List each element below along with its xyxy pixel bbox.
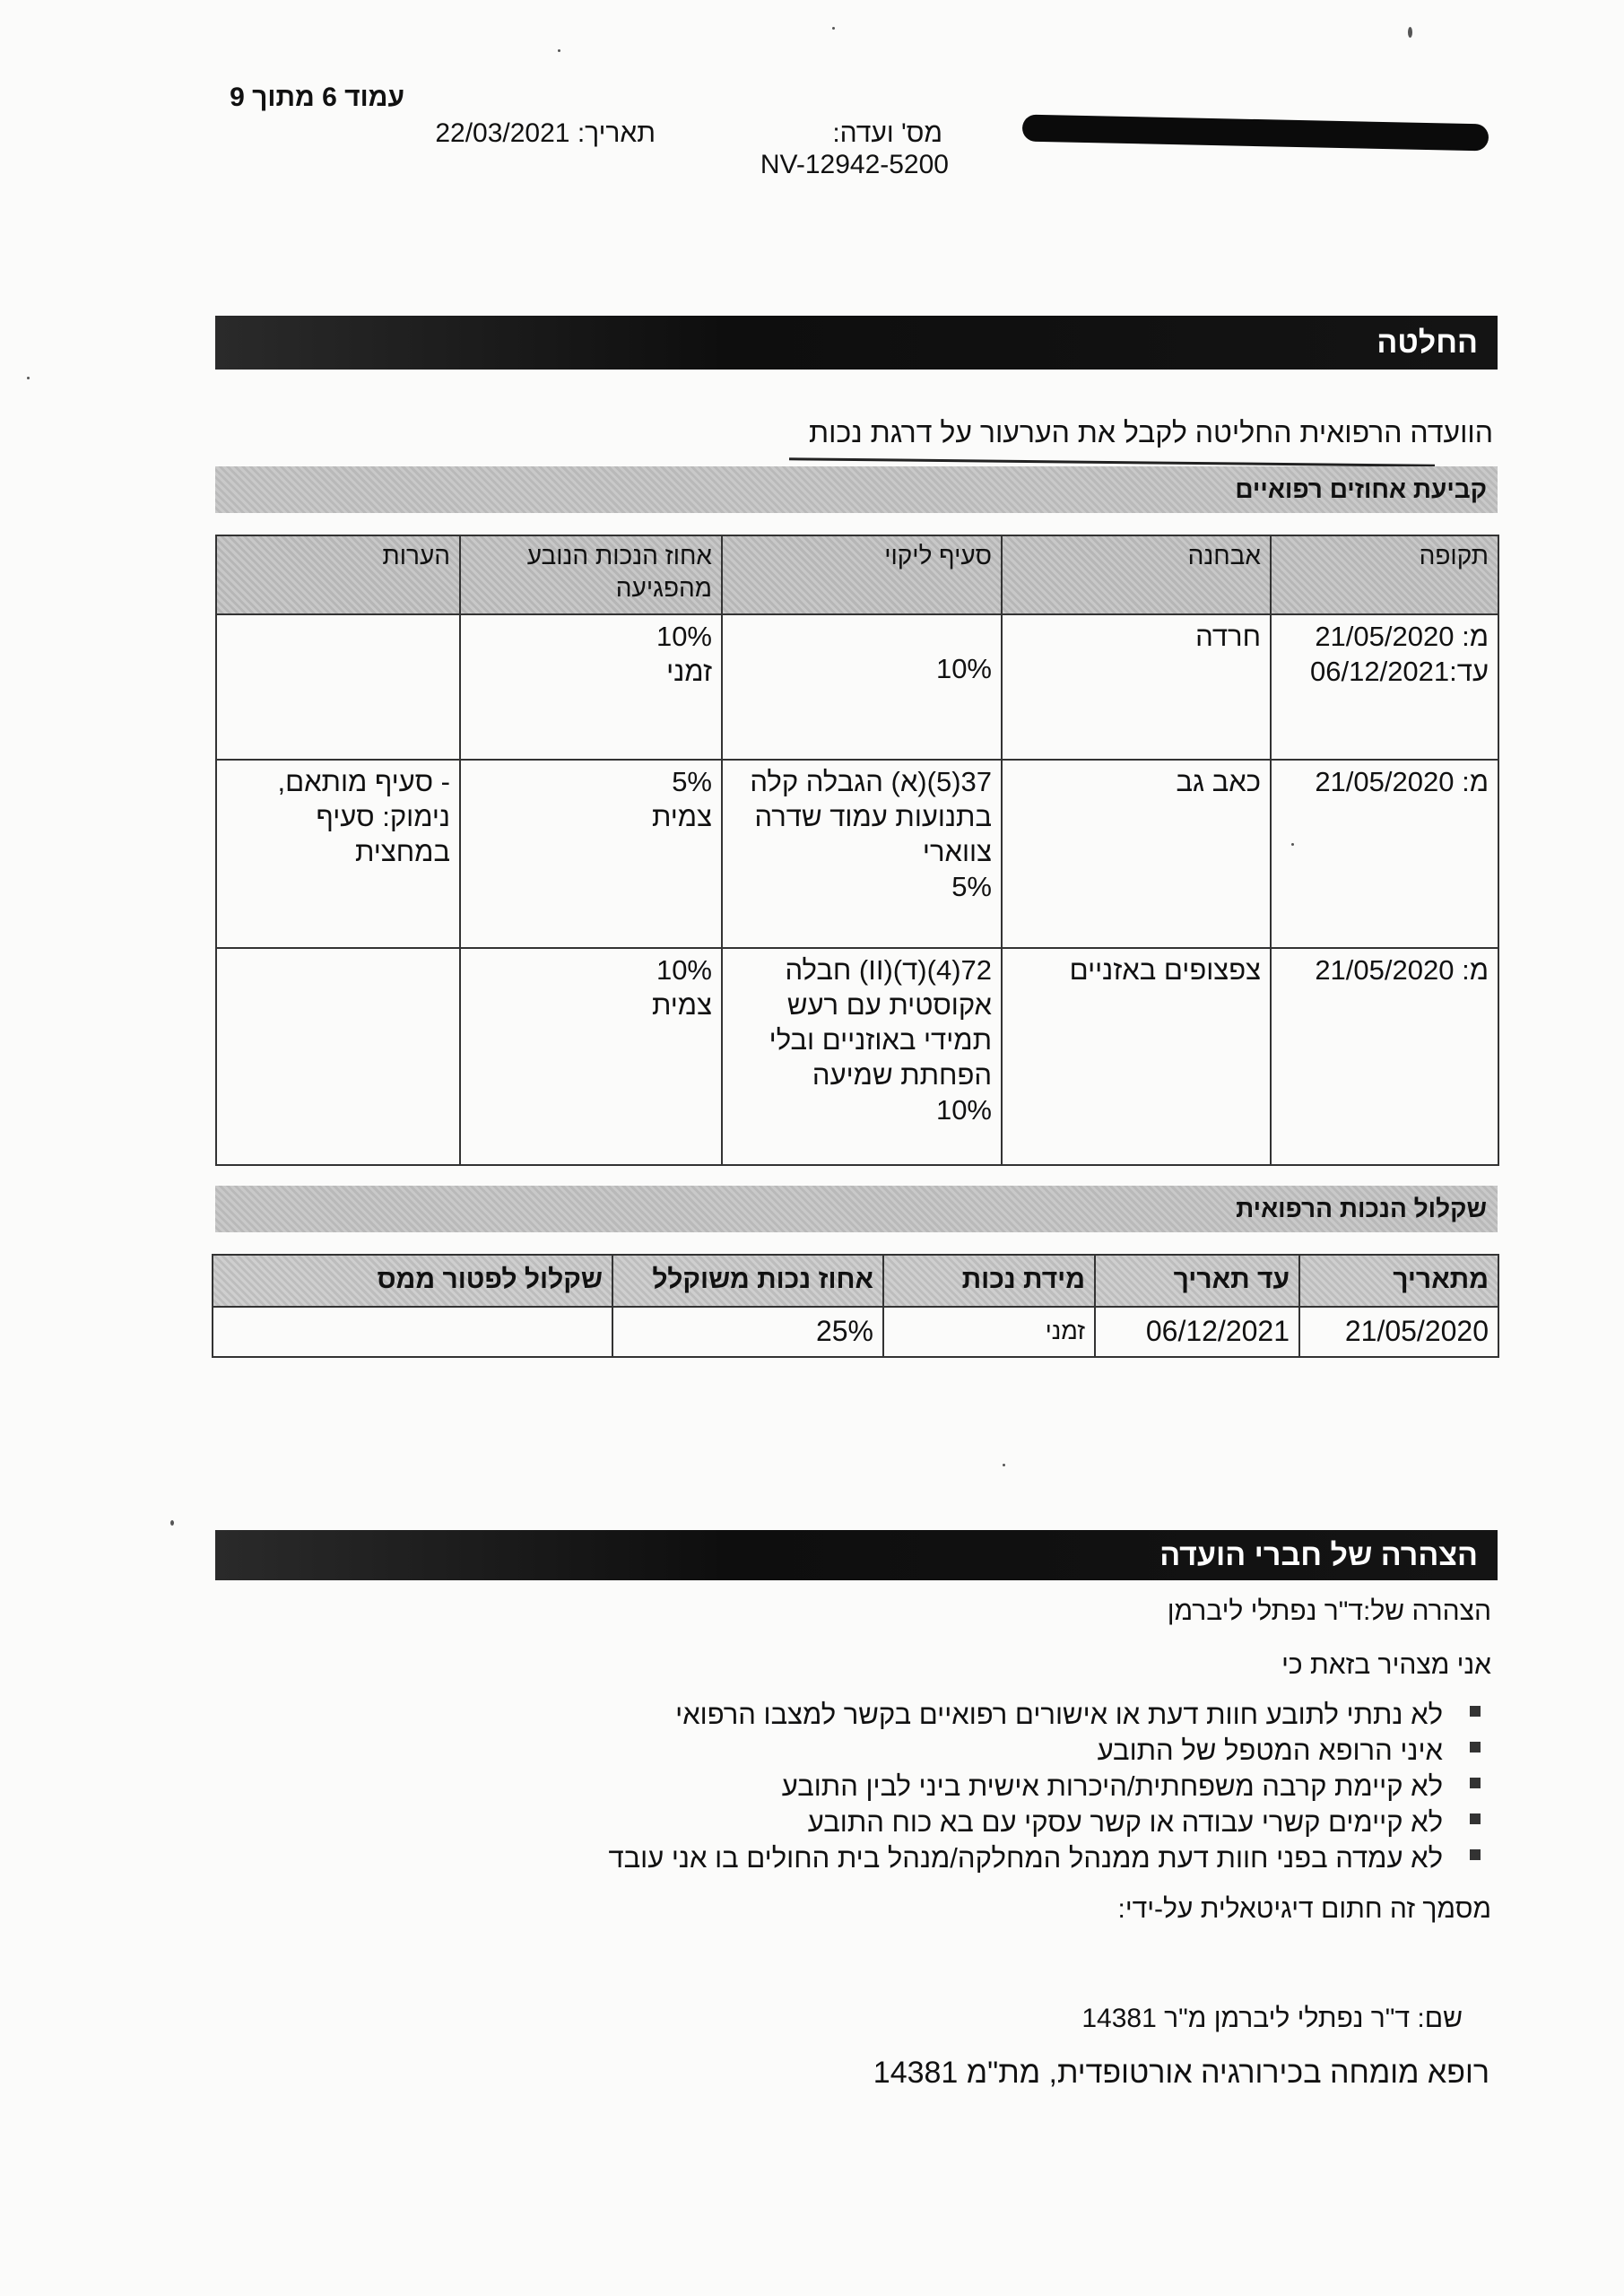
date-value: 22/03/2021: [435, 118, 570, 148]
period-from: מ: 21/05/2020: [1315, 621, 1489, 652]
section-text: 72(4)(ד)(II) חבלה אקוסטית עם רעש תמידי באוזניים ובלי הפחתת שמיעה: [769, 954, 992, 1091]
percent-type: צמית: [651, 989, 712, 1021]
disability-weighting-header: שקלול הנכות הרפואית: [215, 1186, 1498, 1232]
column-header: אחוז נכות משוקלל: [612, 1255, 883, 1307]
declarer-name: הצהרה של:ד"ר נפתלי ליברמן: [1167, 1596, 1491, 1626]
page-number: עמוד 6 מתוך 9: [230, 83, 404, 112]
table-header-row: [213, 1255, 1498, 1307]
period-cell: [1271, 760, 1498, 948]
section-cell: [722, 948, 1002, 1165]
column-header: אחוז הנכות הנובע מהפגיעה: [460, 535, 722, 614]
percent-value: 10%: [656, 954, 712, 986]
column-header: שקלול לפטור ממס: [213, 1255, 612, 1307]
percent-value: 5%: [672, 766, 712, 797]
percent-type: זמני: [666, 656, 712, 687]
period-from: מ: 21/05/2020: [1315, 954, 1489, 986]
percent-cell: [460, 614, 722, 760]
diagnosis-cell: כאב גב: [1002, 760, 1271, 948]
weighted-percent: 25%: [612, 1307, 883, 1357]
list-item: [608, 1805, 1481, 1840]
bullet-icon: [1470, 1813, 1481, 1824]
period-cell: [1271, 614, 1498, 760]
notes-cell: [216, 948, 460, 1165]
section-cell: [722, 760, 1002, 948]
percent-cell: [460, 948, 722, 1165]
section-text: 37(5)(א) הגבלה קלה בתנועות עמוד שדרה צווארי: [750, 766, 992, 867]
tax-exemption: [213, 1307, 612, 1357]
signer-name: שם: ד"ר נפתלי ליברמן מ"ר 14381: [1081, 2004, 1463, 2033]
declaration-list: [608, 1697, 1481, 1876]
document-date: [435, 117, 656, 151]
column-header: עד תאריך: [1095, 1255, 1299, 1307]
list-item-text: איני הרופא המטפל של התובע: [1097, 1735, 1443, 1766]
section-percent: 10%: [935, 1094, 992, 1126]
decision-text: הוועדה הרפואית החליטה לקבל את הערעור על דרגת נכות: [809, 416, 1493, 448]
bullet-icon: [1470, 1849, 1481, 1860]
notes-cell: - סעיף מותאם, נימוק: סעיף במחצית: [216, 760, 460, 948]
from-date: 21/05/2020: [1299, 1307, 1498, 1357]
list-item: [608, 1697, 1481, 1733]
bullet-icon: [1470, 1706, 1481, 1717]
table-row: [216, 760, 1498, 948]
column-header: סעיף ליקוי: [722, 535, 1002, 614]
disability-degree: זמני: [883, 1307, 1095, 1357]
list-item: [608, 1840, 1481, 1876]
declaration-header: הצהרה של חברי הועדה: [215, 1530, 1498, 1580]
committee-number-label: מס' ועדה:: [832, 118, 942, 148]
list-item-text: לא עמדה בפני חוות דעת ממנהל המחלקה/מנהל בית החולים בו אני עובד: [608, 1842, 1443, 1874]
column-header: תקופה: [1271, 535, 1498, 614]
list-item: [608, 1733, 1481, 1769]
column-header: מידת נכות: [883, 1255, 1095, 1307]
percent-value: 10%: [656, 621, 712, 652]
list-item-text: לא קיימת קרבה משפחתית/היכרות אישית ביני לבין התובע: [781, 1770, 1443, 1802]
table-row: [216, 948, 1498, 1165]
scan-speck: [1291, 843, 1294, 846]
disability-weighting-table: [212, 1254, 1499, 1358]
scan-speck: [832, 27, 835, 30]
diagnosis-cell: צפצופים באזניים: [1002, 948, 1271, 1165]
notes-cell: [216, 614, 460, 760]
date-label: תאריך:: [577, 118, 656, 148]
declaration-intro: אני מצהיר בזאת כי: [1281, 1650, 1491, 1680]
redaction-mark: [1022, 115, 1489, 152]
medical-percentages-table: [215, 535, 1499, 1166]
list-item-text: לא נתתי לתובע חוות דעת או אישורים רפואיים בקשר למצבו הרפואי: [675, 1699, 1443, 1730]
table-row: [213, 1307, 1498, 1357]
scan-speck: [27, 377, 30, 379]
section-percent: 10%: [935, 653, 992, 684]
medical-percentages-header: קביעת אחוזים רפואיים: [215, 466, 1498, 513]
diagnosis-cell: חרדה: [1002, 614, 1271, 760]
scan-speck: [1003, 1464, 1005, 1466]
column-header: מתאריך: [1299, 1255, 1498, 1307]
percent-type: צמית: [651, 801, 712, 832]
to-date: 06/12/2021: [1095, 1307, 1299, 1357]
column-header: הערות: [216, 535, 460, 614]
scan-speck: [170, 1520, 174, 1526]
list-item-text: לא קיימים קשרי עבודה או קשר עסקי עם בא כוח התובע: [807, 1806, 1443, 1838]
list-item: [608, 1769, 1481, 1805]
signer-title: רופא מומחה בכירורגיה אורטופדית, מת"מ 14381: [873, 2056, 1489, 2090]
digital-signature-note: מסמך זה חתום דיגיטאלית על-ידי:: [1117, 1894, 1491, 1924]
scan-speck: [1408, 27, 1412, 38]
decision-header: החלטה: [215, 316, 1498, 370]
period-cell: [1271, 948, 1498, 1165]
period-from: מ: 21/05/2020: [1315, 766, 1489, 797]
table-row: [216, 614, 1498, 760]
section-cell: [722, 614, 1002, 760]
period-to: עד:06/12/2021: [1310, 656, 1489, 687]
percent-cell: [460, 760, 722, 948]
bullet-icon: [1470, 1742, 1481, 1752]
bullet-icon: [1470, 1778, 1481, 1788]
column-header: אבחנה: [1002, 535, 1271, 614]
scan-speck: [558, 49, 560, 52]
table-header-row: [216, 535, 1498, 614]
section-percent: 5%: [951, 871, 992, 902]
committee-number: NV-12942-5200: [760, 150, 949, 179]
